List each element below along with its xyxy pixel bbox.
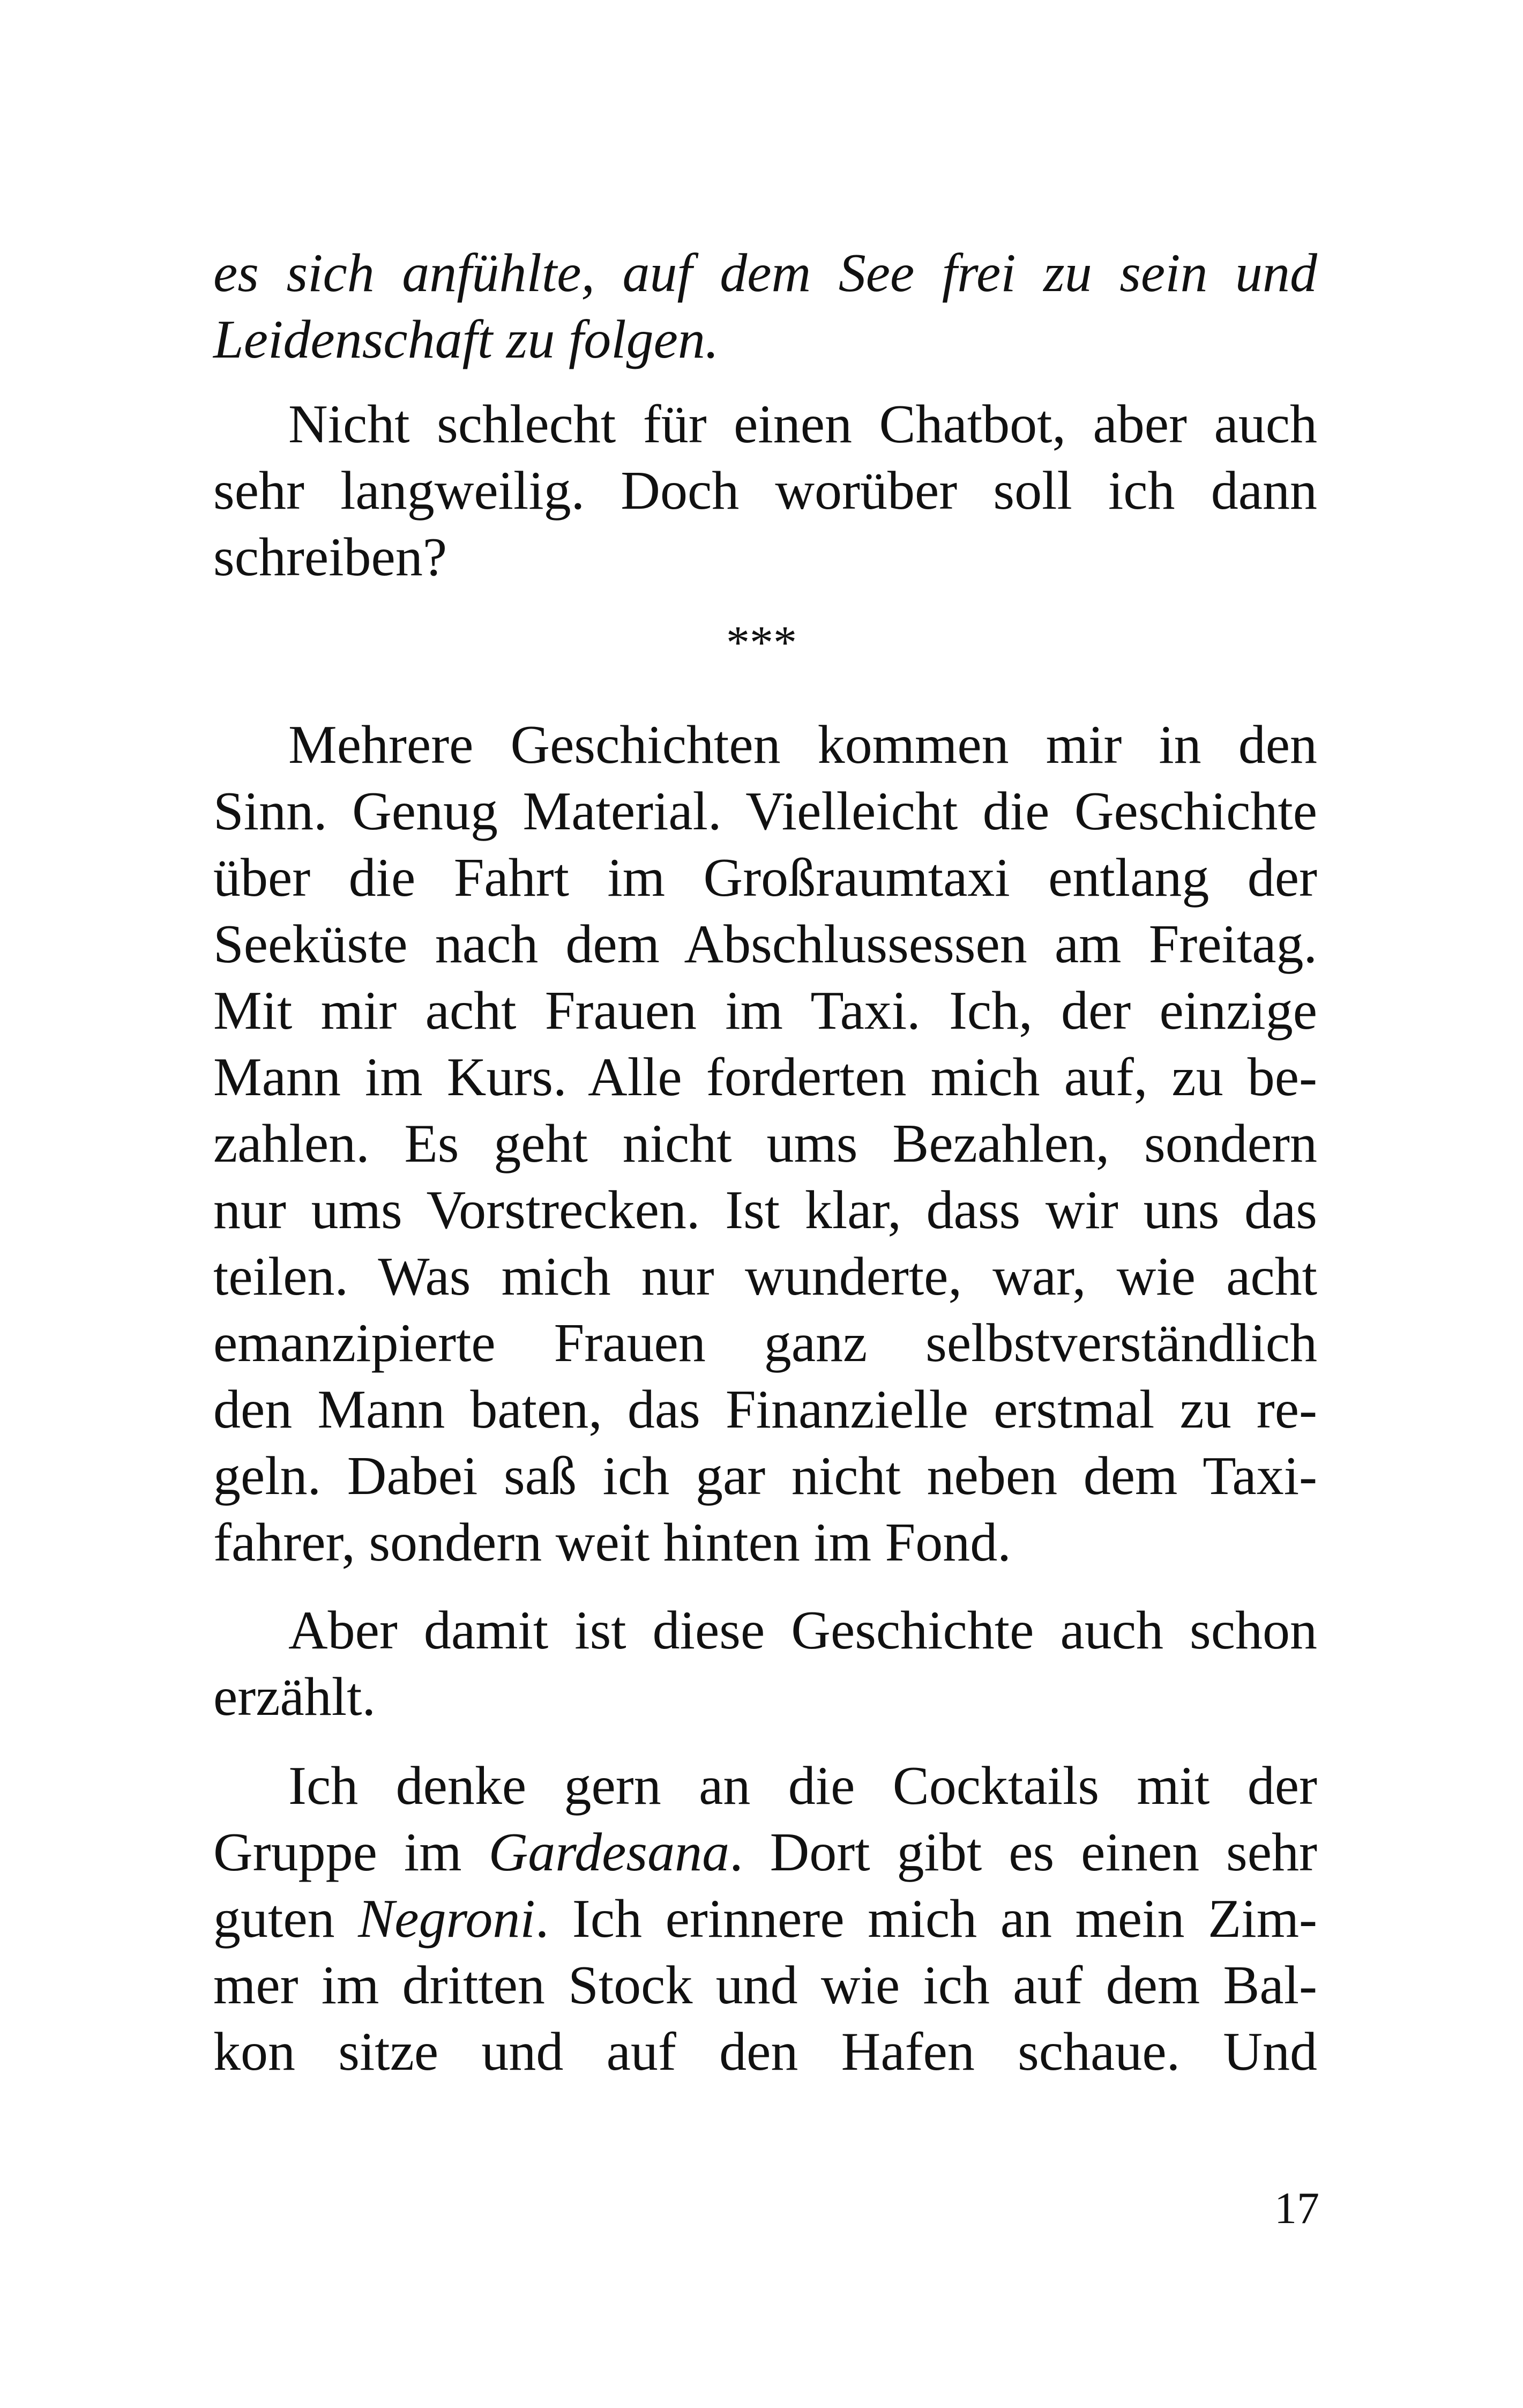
page-number: 17: [1274, 2183, 1319, 2233]
text-fragment: . Dort gibt es einen sehr: [729, 1822, 1317, 1883]
text-line: Leidenschaft zu folgen.: [213, 309, 719, 370]
paragraph: [213, 712, 1317, 1576]
text-line: schreiben?: [213, 527, 447, 588]
text-line: emanzipierte Frauen ganz selbstverständlich: [213, 1313, 1317, 1373]
drink-name: Negroni: [358, 1889, 535, 1949]
paragraph-quote: [213, 240, 1317, 373]
text-line: Nicht schlecht für einen Chatbot, aber auch: [288, 394, 1317, 455]
text-fragment: guten: [213, 1889, 359, 1949]
text-line: Sinn. Genug Material. Vielleicht die Geschichte: [213, 781, 1317, 842]
text-line: den Mann baten, das Finanzielle erstmal zu re-: [213, 1379, 1317, 1440]
text-fragment: . Ich erinnere mich an mein Zim-: [535, 1889, 1317, 1949]
text-line: Mehrere Geschichten kommen mir in den: [288, 715, 1317, 775]
text-line: es sich anfühlte, auf dem See frei zu sein und: [213, 243, 1317, 303]
text-line: Mit mir acht Frauen im Taxi. Ich, der einzige: [213, 980, 1317, 1041]
text-line: teilen. Was mich nur wunderte, war, wie acht: [213, 1246, 1317, 1307]
venue-name: Gardesana: [488, 1822, 730, 1883]
text-line: Aber damit ist diese Geschichte auch schon: [288, 1600, 1317, 1661]
text-line: geln. Dabei saß ich gar nicht neben dem Taxi-: [213, 1446, 1317, 1506]
text-line: über die Fahrt im Großraumtaxi entlang der: [213, 848, 1317, 908]
text-line: Mann im Kurs. Alle forderten mich auf, zu be-: [213, 1047, 1317, 1108]
text-line: Ich denke gern an die Cocktails mit der: [288, 1756, 1317, 1816]
text-line: [213, 1886, 1317, 1952]
text-line: [213, 1819, 1317, 1886]
text-line: fahrer, sondern weit hinten im Fond.: [213, 1512, 1011, 1573]
text-line: Seeküste nach dem Abschlussessen am Freitag.: [213, 914, 1317, 975]
text-line: sehr langweilig. Doch worüber soll ich dann: [213, 460, 1317, 521]
paragraph: [213, 391, 1317, 591]
paragraph: [213, 1597, 1317, 1730]
text-line: erzählt.: [213, 1667, 376, 1727]
paragraph: [213, 1753, 1317, 2085]
text-fragment: Gruppe im: [213, 1822, 489, 1883]
text-line: mer im dritten Stock und wie ich auf dem Bal-: [213, 1955, 1317, 2016]
text-line: nur ums Vorstrecken. Ist klar, dass wir uns das: [213, 1180, 1317, 1240]
text-line: kon sitze und auf den Hafen schaue. Und: [213, 2021, 1317, 2082]
text-line: zahlen. Es geht nicht ums Bezahlen, sondern: [213, 1113, 1317, 1174]
section-separator: ***: [726, 617, 797, 669]
